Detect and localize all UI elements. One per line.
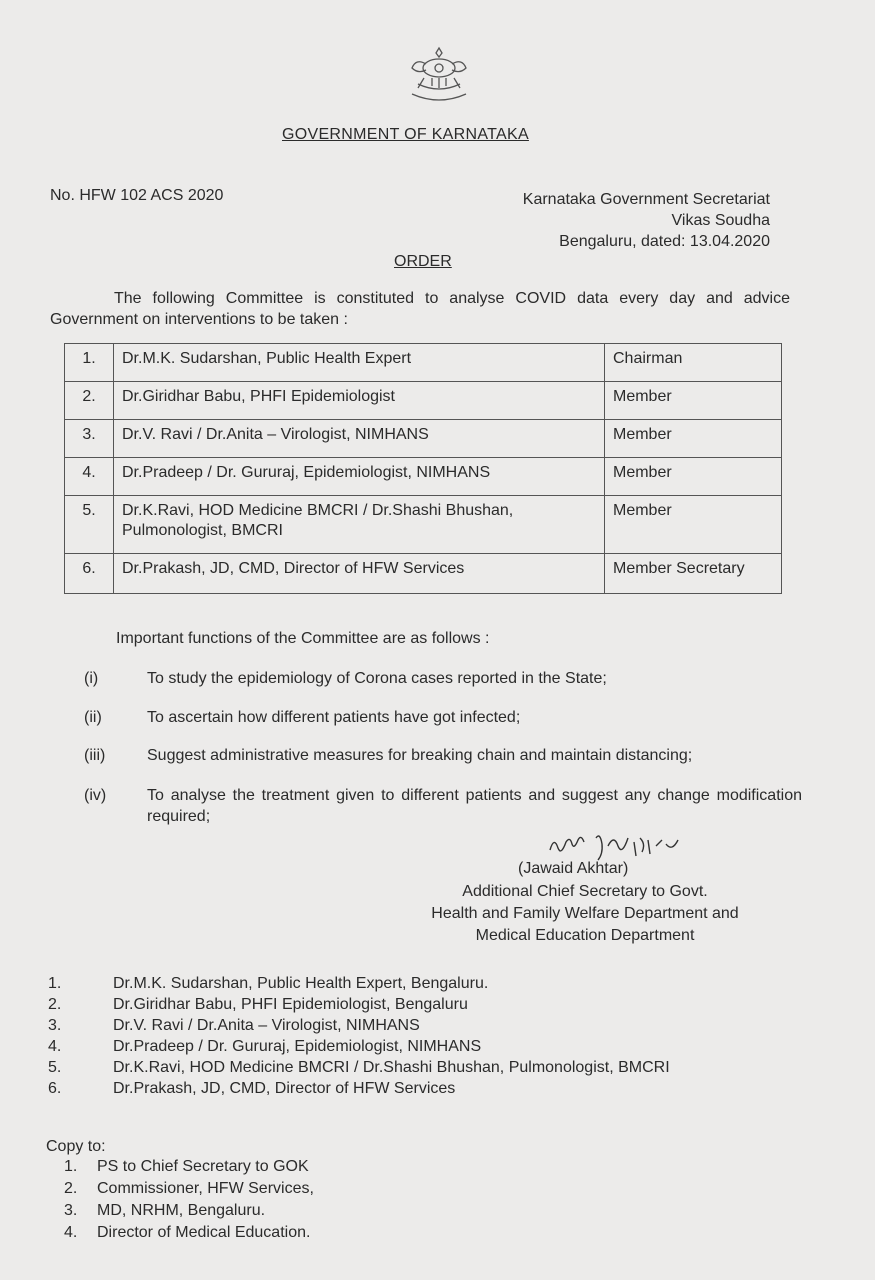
- member-number: 2.: [65, 382, 114, 420]
- item-number: 2.: [48, 996, 62, 1013]
- item-text: Commissioner, HFW Services,: [97, 1180, 314, 1197]
- table-row: [65, 496, 782, 554]
- list-item: [48, 973, 808, 994]
- item-text: MD, NRHM, Bengaluru.: [97, 1202, 266, 1219]
- function-text: To study the epidemiology of Corona cases reported in the State;: [147, 670, 607, 687]
- signatory-name: (Jawaid Akhtar): [518, 860, 629, 877]
- member-number: 1.: [65, 344, 114, 382]
- government-title: GOVERNMENT OF KARNATAKA: [282, 126, 529, 143]
- order-date: Bengaluru, dated: 13.04.2020: [559, 233, 770, 250]
- list-item: [48, 994, 808, 1015]
- item-text: PS to Chief Secretary to GOK: [97, 1158, 309, 1175]
- signatory-designation: [400, 881, 770, 947]
- table-row: [65, 554, 782, 594]
- member-number: 4.: [65, 458, 114, 496]
- item-text: Dr.Giridhar Babu, PHFI Epidemiologist, Bengaluru: [113, 996, 468, 1013]
- table-row: [65, 420, 782, 458]
- list-item: [48, 1015, 808, 1036]
- member-number: 5.: [65, 496, 114, 554]
- member-name: Dr.V. Ravi / Dr.Anita – Virologist, NIMHANS: [114, 420, 605, 458]
- office-address: [470, 189, 770, 252]
- member-role: Member: [605, 382, 782, 420]
- item-number: 6.: [48, 1080, 62, 1097]
- member-name: Dr.Giridhar Babu, PHFI Epidemiologist: [114, 382, 605, 420]
- designation-line: Health and Family Welfare Department and: [431, 905, 739, 922]
- item-number: 4.: [48, 1038, 62, 1055]
- list-item: [48, 1036, 808, 1057]
- member-role: Member Secretary: [605, 554, 782, 594]
- item-number: 3.: [64, 1202, 78, 1219]
- member-number: 6.: [65, 554, 114, 594]
- function-number: (i): [84, 670, 99, 687]
- function-text: Suggest administrative measures for breaking chain and maintain distancing;: [147, 747, 693, 764]
- committee-table: [64, 343, 782, 594]
- designation-line: Medical Education Department: [475, 927, 695, 944]
- member-name: Dr.Pradeep / Dr. Gururaj, Epidemiologist, NIMHANS: [114, 458, 605, 496]
- item-text: Director of Medical Education.: [97, 1224, 311, 1241]
- member-role: Member: [605, 496, 782, 554]
- member-role: Chairman: [605, 344, 782, 382]
- item-number: 1.: [64, 1158, 78, 1175]
- function-text: To analyse the treatment given to different patients and suggest any change modification required;: [147, 787, 802, 825]
- function-number: (iv): [84, 787, 107, 804]
- list-item: [48, 1057, 808, 1078]
- designation-line: Additional Chief Secretary to Govt.: [462, 883, 708, 900]
- table-row: [65, 344, 782, 382]
- item-text: Dr.Prakash, JD, CMD, Director of HFW Services: [113, 1080, 456, 1097]
- distribution-list: [48, 973, 808, 1099]
- member-number: 3.: [65, 420, 114, 458]
- item-text: Dr.V. Ravi / Dr.Anita – Virologist, NIMHANS: [113, 1017, 420, 1034]
- item-number: 2.: [64, 1180, 78, 1197]
- address-line: Vikas Soudha: [671, 212, 770, 229]
- item-number: 4.: [64, 1224, 78, 1241]
- member-name: Dr.Prakash, JD, CMD, Director of HFW Services: [114, 554, 605, 594]
- item-number: 1.: [48, 975, 62, 992]
- function-number: (iii): [84, 747, 106, 764]
- item-text: Dr.M.K. Sudarshan, Public Health Expert, Bengaluru.: [113, 975, 489, 992]
- order-number: No. HFW 102 ACS 2020: [50, 187, 224, 204]
- member-role: Member: [605, 458, 782, 496]
- item-number: 5.: [48, 1059, 62, 1076]
- function-text: To ascertain how different patients have got infected;: [147, 709, 521, 726]
- member-role: Member: [605, 420, 782, 458]
- function-number: (ii): [84, 709, 102, 726]
- intro-text: The following Committee is constituted to analyse COVID data every day and advice Government on interventions to be taken :: [50, 290, 790, 328]
- member-name: Dr.M.K. Sudarshan, Public Health Expert: [114, 344, 605, 382]
- order-heading: ORDER: [394, 253, 452, 270]
- item-text: Dr.Pradeep / Dr. Gururaj, Epidemiologist, NIMHANS: [113, 1038, 482, 1055]
- item-number: 3.: [48, 1017, 62, 1034]
- list-item: [48, 1078, 808, 1099]
- address-line: Karnataka Government Secretariat: [522, 191, 770, 208]
- intro-paragraph: [50, 288, 790, 330]
- item-text: Dr.K.Ravi, HOD Medicine BMCRI / Dr.Shashi Bhushan, Pulmonologist, BMCRI: [113, 1059, 670, 1076]
- member-name: Dr.K.Ravi, HOD Medicine BMCRI / Dr.Shashi Bhushan, Pulmonologist, BMCRI: [114, 496, 605, 554]
- functions-heading: Important functions of the Committee are as follows :: [116, 630, 490, 647]
- copy-to-label: Copy to:: [46, 1138, 106, 1155]
- table-row: [65, 382, 782, 420]
- table-row: [65, 458, 782, 496]
- karnataka-emblem-icon: [404, 44, 474, 108]
